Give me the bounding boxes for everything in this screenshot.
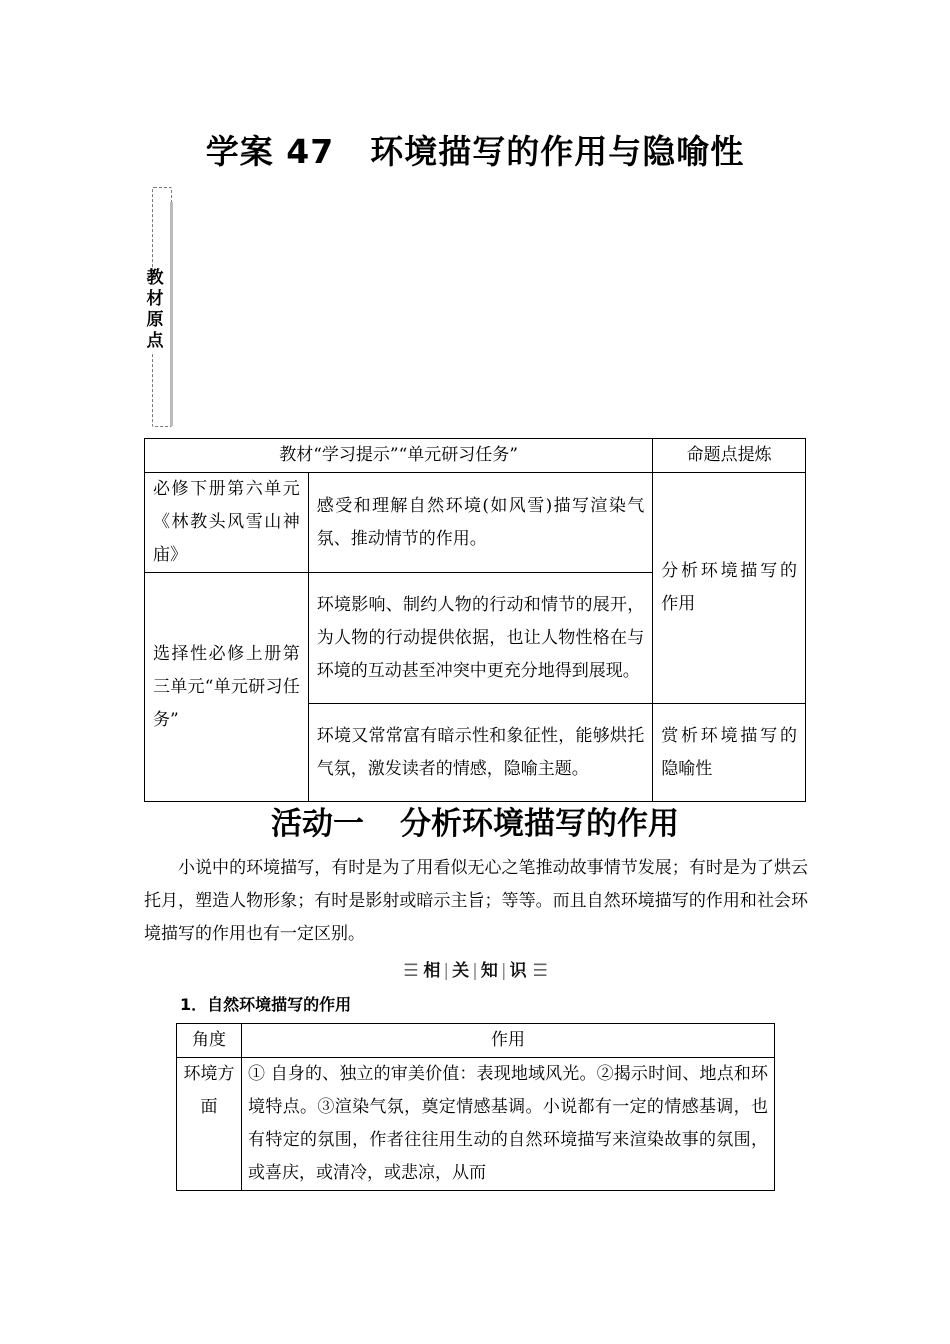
banner-char: 关 [452, 961, 470, 981]
lesson-title: 环境描写的作用与隐喻性 [370, 132, 745, 171]
side-label-char: 材 [146, 289, 164, 309]
banner-char: 相 [423, 961, 441, 981]
side-label-char: 原 [146, 310, 164, 330]
table-header-row [145, 439, 806, 473]
point-cell: 分析环境描写的作用 [653, 473, 806, 704]
table-row [177, 1058, 775, 1191]
activity-label: 活动一 [271, 806, 364, 842]
source-cell: 必修下册第六单元《林教头风雪山神庙》 [145, 473, 309, 573]
intro-paragraph: 小说中的环境描写，有时是为了用看似无心之笔推动故事情节发展；有时是为了烘云托月，塑造人物形象；有时是影射或暗示主旨；等等。而且自然环境描写的作用和社会环境描写的作用也有一定区别。 [144, 858, 808, 944]
table-header-cell: 命题点提炼 [653, 439, 806, 473]
banner-char: 识 [509, 961, 527, 981]
table-header-cell: 角度 [177, 1024, 242, 1058]
activity-heading [0, 798, 950, 843]
banner-char: 知 [480, 961, 498, 981]
banner-decoration: ☰ [403, 961, 418, 981]
lesson-number: 学案 47 [205, 132, 335, 171]
content-cell: 环境又常常富有暗示性和象征性，能够烘托气氛，激发读者的情感，隐喻主题。 [308, 704, 652, 802]
textbook-table [144, 438, 806, 802]
side-label [144, 268, 166, 352]
activity-title: 分析环境描写的作用 [400, 806, 679, 842]
related-knowledge-banner: ☰ 相 | 关 | 知 | 识 ☰ [403, 961, 547, 981]
side-label-char: 点 [146, 331, 164, 351]
side-label-char: 教 [146, 268, 164, 288]
banner-decoration: ☰ [532, 961, 547, 981]
point-cell: 赏析环境描写的隐喻性 [653, 704, 806, 802]
function-cell: ① 自身的、独立的审美价值：表现地域风光。②揭示时间、地点和环境特点。③渲染气氛，奠定情感基调。小说都有一定的情感基调，也有特定的氛围，作者往往用生动的自然环境描写来渲染故事的氛围，或喜庆，或清冷，或悲凉，从而 [242, 1058, 775, 1191]
page-title [0, 126, 950, 173]
source-cell: 选择性必修上册第三单元“单元研习任务” [145, 573, 309, 802]
aspect-cell: 环境方面 [177, 1058, 242, 1191]
side-label-bar [170, 202, 173, 426]
function-table [176, 1023, 775, 1191]
table-header-cell: 教材“学习提示”“单元研习任务” [145, 439, 653, 473]
table-header-cell: 作用 [242, 1024, 775, 1058]
table-header-row [177, 1024, 775, 1058]
subheading: 1．自然环境描写的作用 [180, 995, 352, 1014]
content-cell: 感受和理解自然环境(如风雪)描写渲染气氛、推动情节的作用。 [308, 473, 652, 573]
table-row [145, 473, 806, 573]
content-cell: 环境影响、制约人物的行动和情节的展开，为人物的行动提供依据，也让人物性格在与环境的互动甚至冲突中更充分地得到展现。 [308, 573, 652, 704]
